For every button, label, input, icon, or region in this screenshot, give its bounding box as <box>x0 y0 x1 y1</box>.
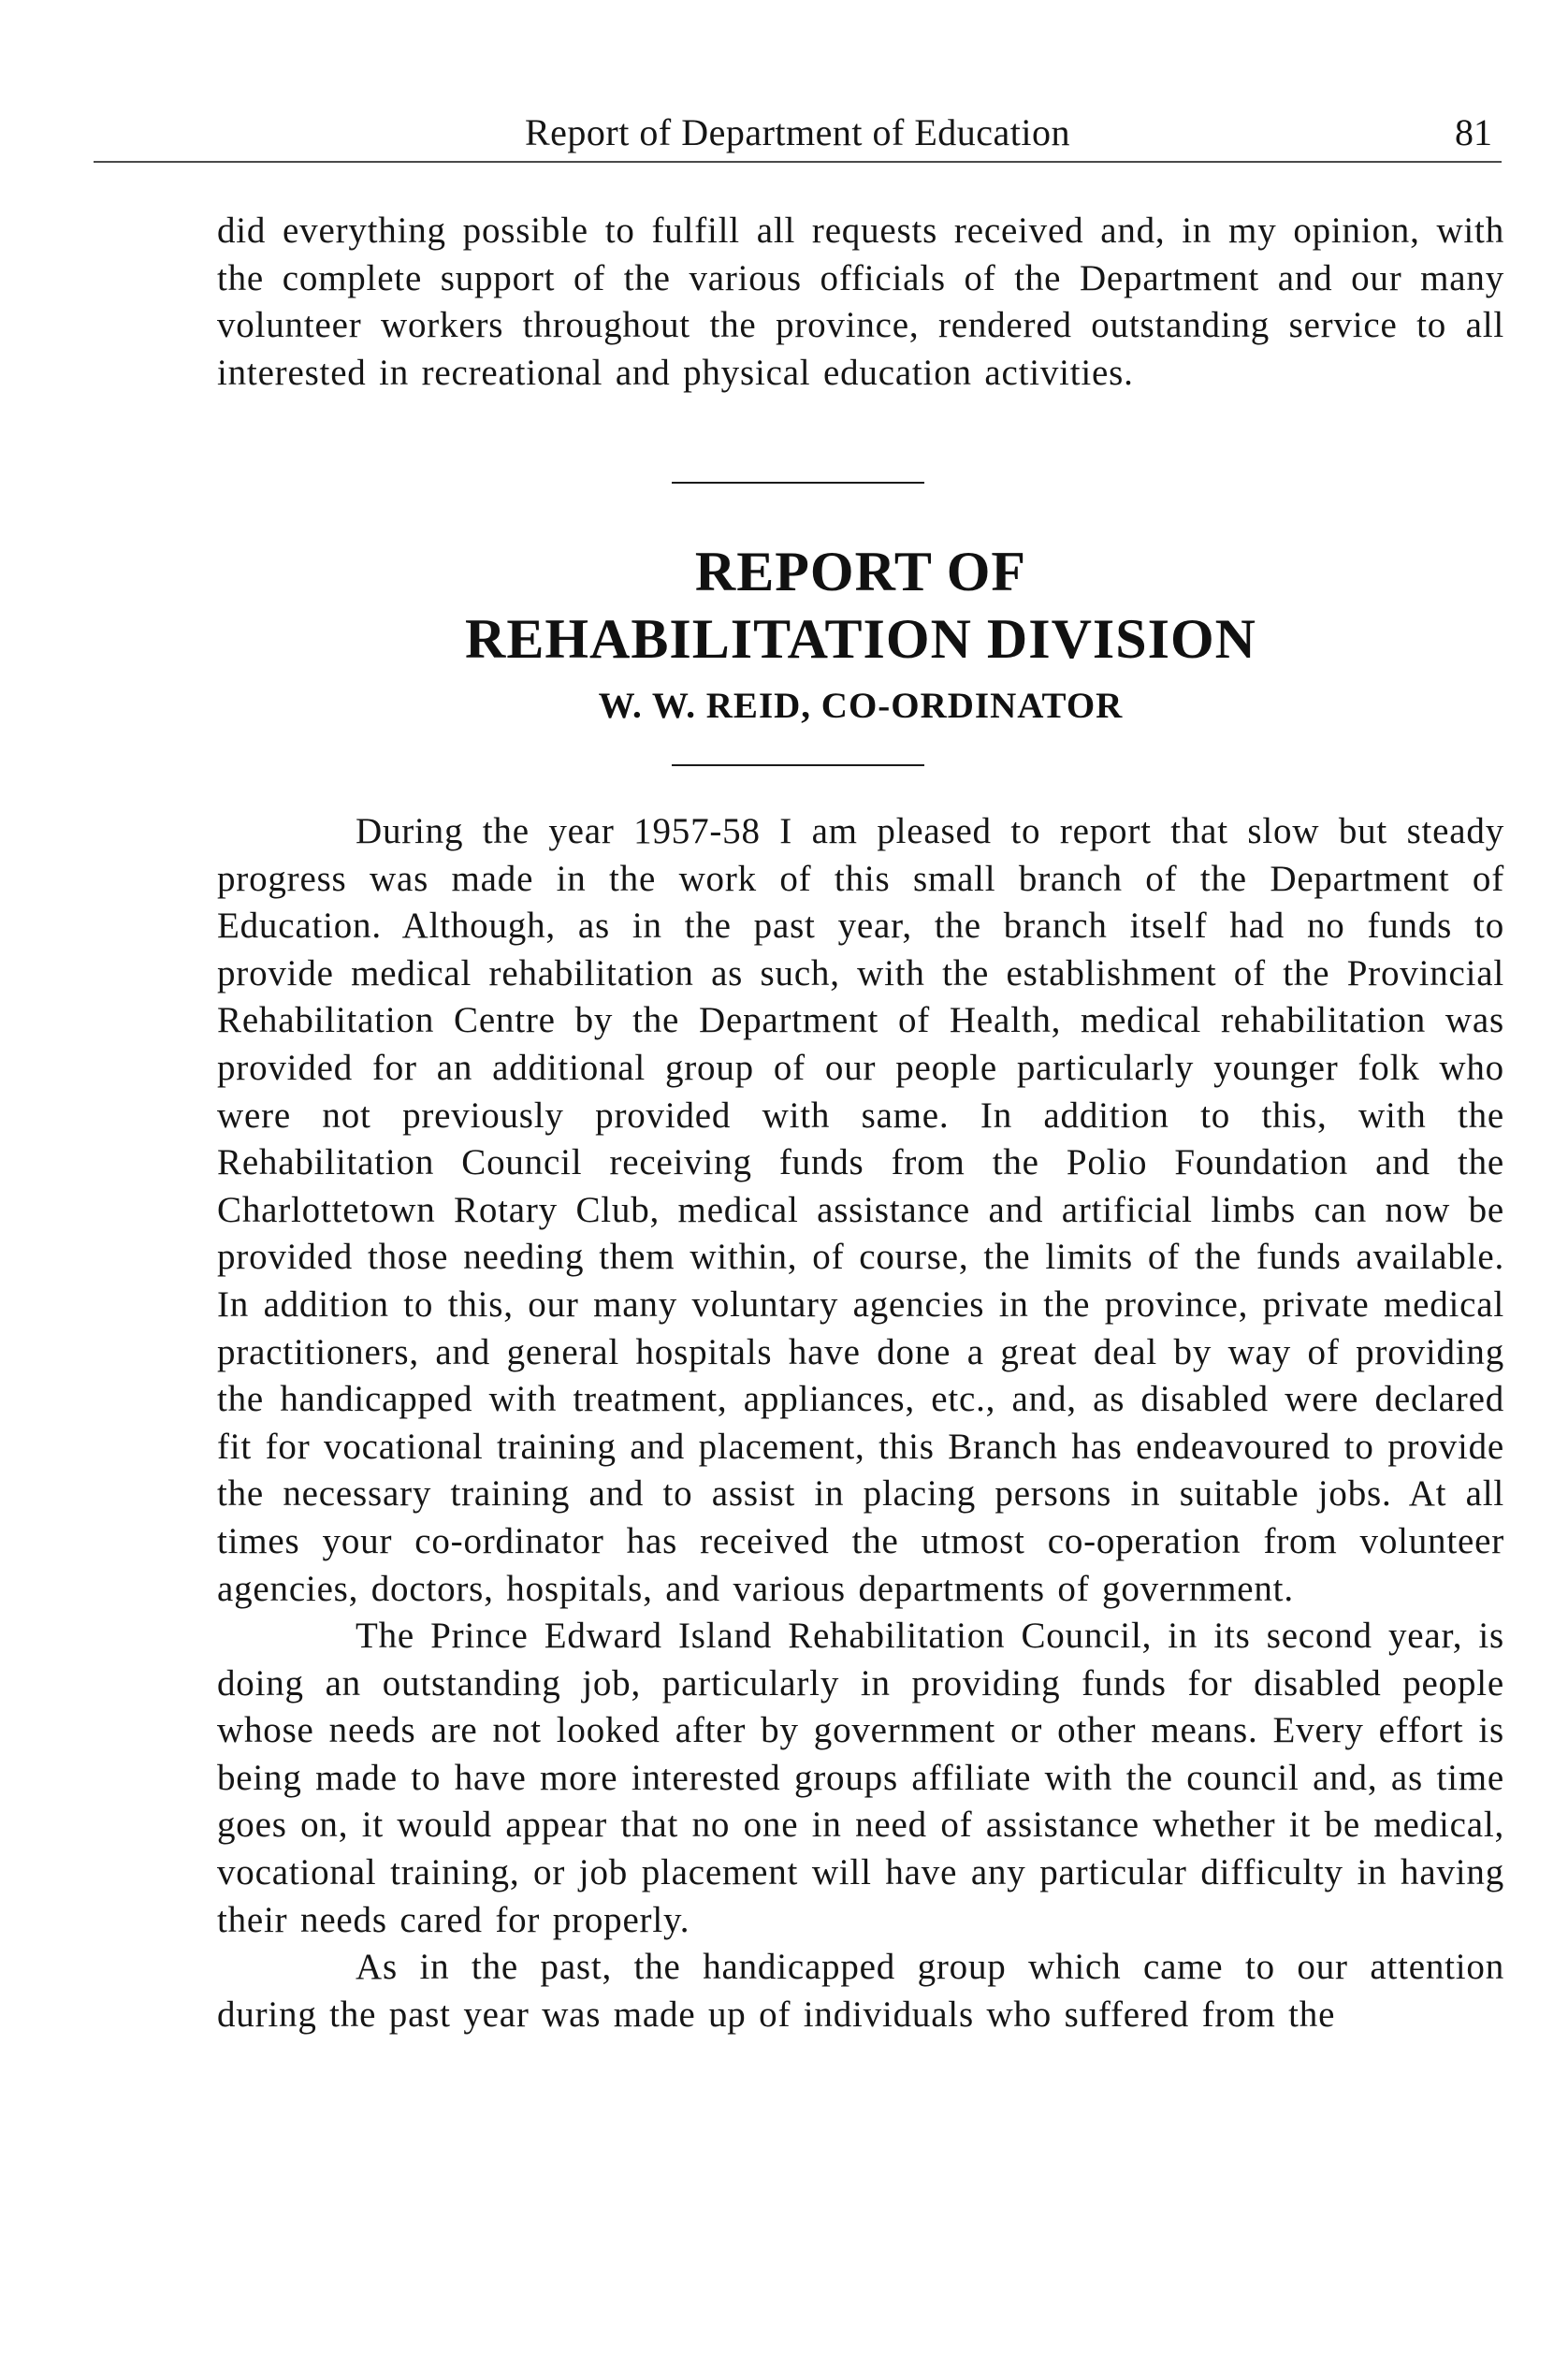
header-rule <box>94 161 1502 163</box>
section-heading-line2: REHABILITATION DIVISION <box>465 608 1256 670</box>
body-paragraph-3: As in the past, the handicapped group which came to our attention during the past year was made up of individuals who suffered from the <box>217 1947 1504 2035</box>
body-paragraph-2: The Prince Edward Island Rehabilitation Council, in its second year, is doing an outstanding job, particularly in providing funds for disabled people whose needs are not looked after by government or other means. Every effort is being made to have more interested groups affiliate with the council and, as time goes on, it would appear that no one in need of assistance whether it be medical, vocational training, or job placement will have any particular difficulty in having their needs cared for properly. <box>217 1616 1504 1940</box>
running-title: Report of Department of Education <box>525 111 1070 153</box>
section-heading-line1: REPORT OF <box>694 541 1027 602</box>
section-separator-bottom <box>672 764 924 766</box>
opening-paragraph <box>217 208 1504 397</box>
section-separator-top <box>672 482 924 484</box>
body-text <box>217 808 1504 2038</box>
section-byline: W. W. REID, CO-ORDINATOR <box>598 686 1124 726</box>
body-paragraph-1: During the year 1957-58 I am pleased to report that slow but steady progress was made in the work of this small branch of the Department of Education. Although, as in the past year, the branch itself had no funds to provide medical rehabilitation as such, with the establishment of the Provincial Rehabilitation Centre by the Department of Health, medical rehabilitation was provided for an additional group of our people particularly younger folk who were not previously provided with same. In addition to this, with the Rehabilitation Council receiving funds from the Polio Foundation and the Charlottetown Rotary Club, medical assistance and artificial limbs can now be provided those needing them within, of course, the limits of the funds available. In addition to this, our many voluntary agencies in the province, private medical practitioners, and general hospitals have done a great deal by way of providing the handicapped with treatment, appliances, etc., and, as disabled were declared fit for vocational training and placement, this Branch has endeavoured to provide the necessary training and to assist in placing persons in suitable jobs. At all times your co-ordinator has received the utmost co-operation from volunteer agencies, doctors, hospitals, and various departments of government. <box>217 811 1504 1609</box>
page-number: 81 <box>1455 111 1492 153</box>
running-header <box>94 105 1502 161</box>
opening-paragraph-text: did everything possible to fulfill all requests received and, in my opinion, with the complete support of the various officials of the Department and our many volunteer workers throughout the province, rendered outstanding service to all interested in recreational and physical education activities. <box>217 210 1504 393</box>
